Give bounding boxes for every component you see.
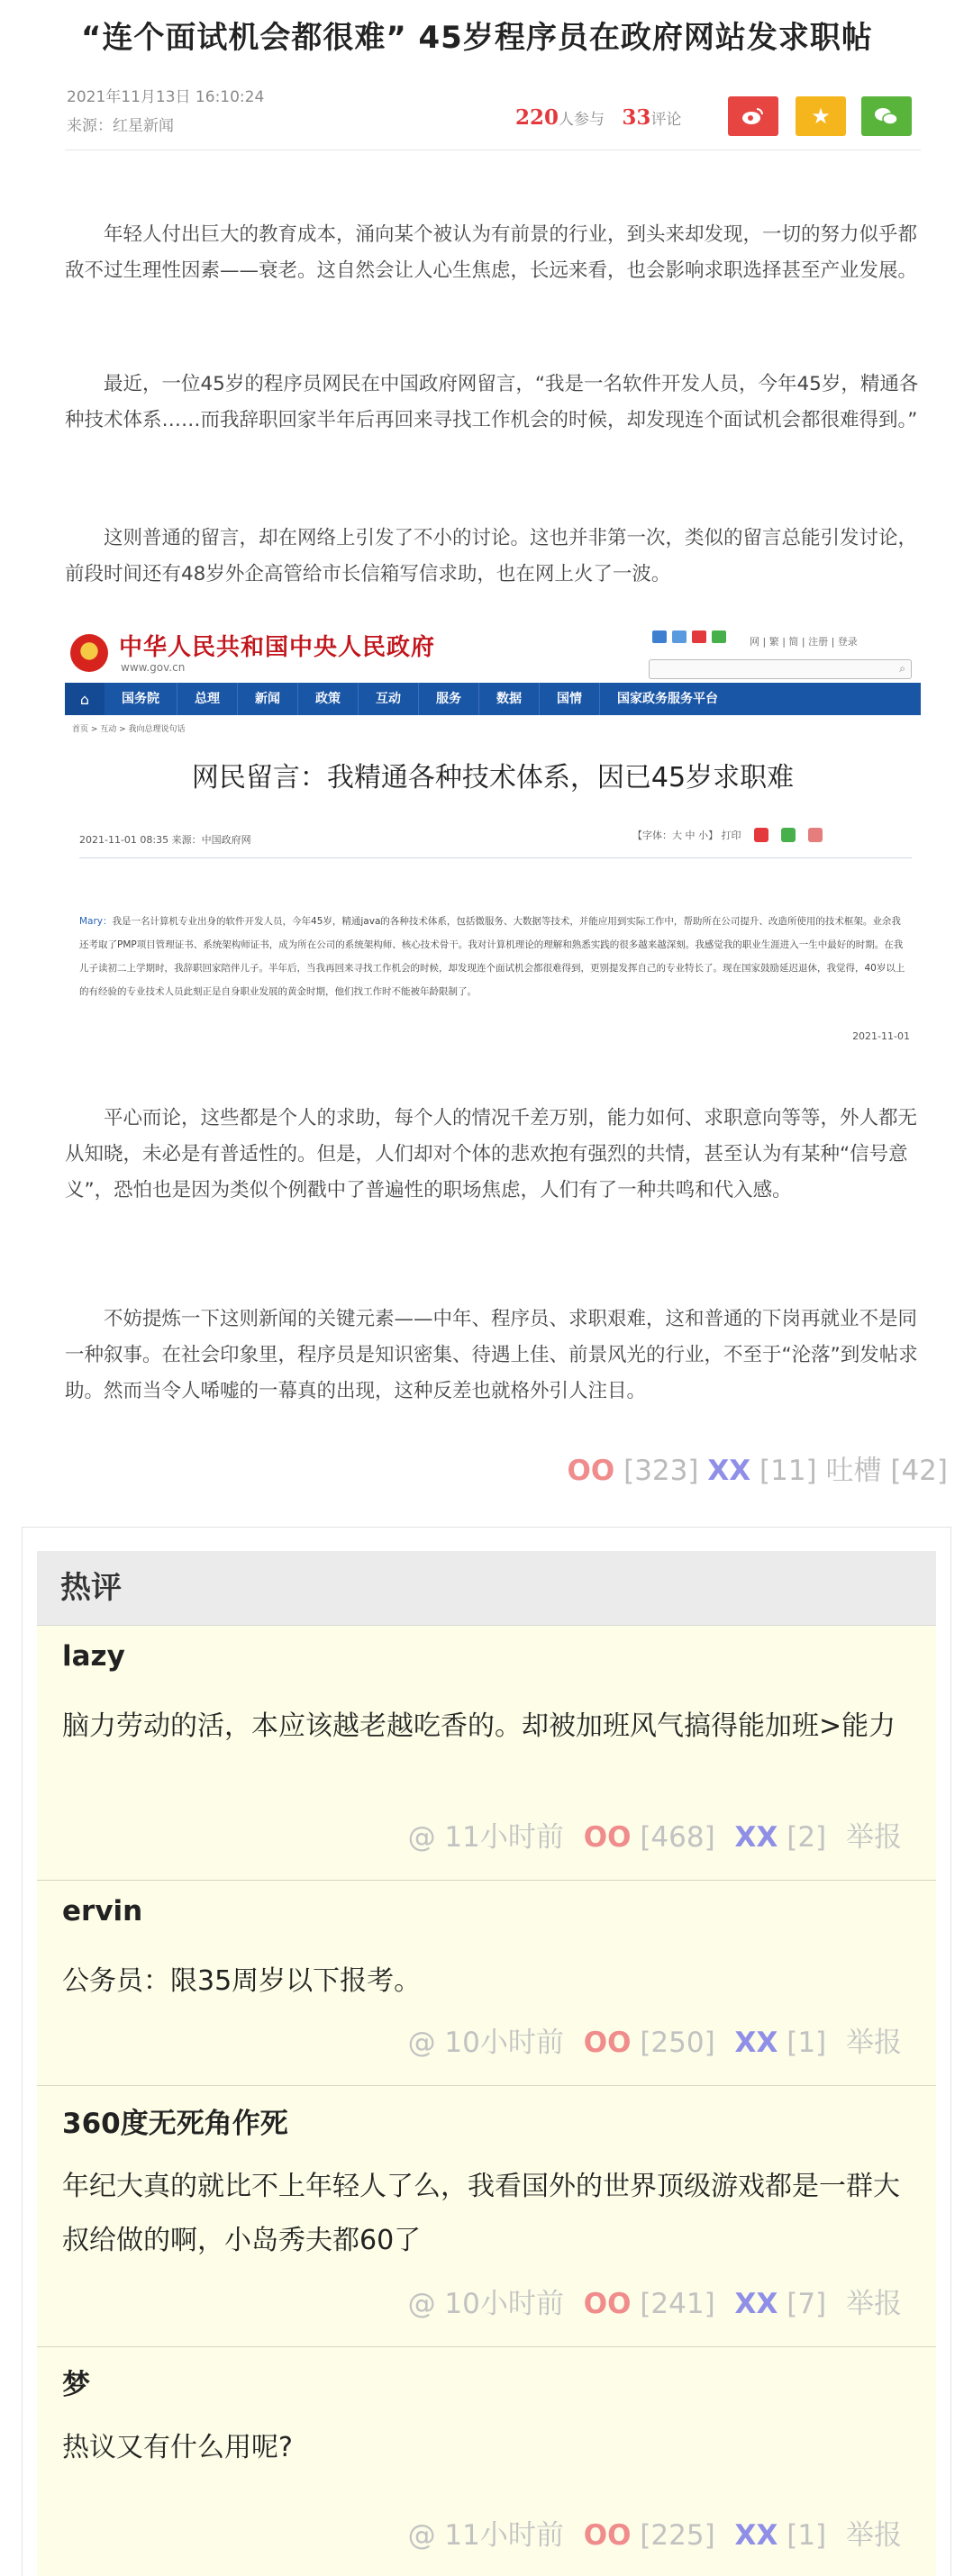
- xx-button[interactable]: XX: [734, 2519, 778, 2552]
- comment-author: ervin: [62, 1895, 143, 1927]
- gov-nav-item: 互动: [359, 683, 419, 715]
- xx-count: [1]: [787, 2519, 827, 2552]
- tucao-link[interactable]: 吐槽: [825, 1455, 882, 1487]
- wechat-icon: [874, 106, 899, 126]
- gov-message-user: Mary：: [79, 916, 113, 927]
- oo-count: [250]: [640, 2027, 715, 2059]
- gov-search-box: [649, 659, 912, 679]
- comment-item: [37, 2086, 936, 2347]
- comment-time: @ 11小时前: [407, 2519, 564, 2552]
- xx-button[interactable]: XX: [734, 1821, 778, 1854]
- oo-button[interactable]: OO: [567, 1455, 615, 1487]
- gov-nav-item: 总理: [177, 683, 238, 715]
- article-paragraph: 年轻人付出巨大的教育成本，涌向某个被认为有前景的行业，到头来却发现，一切的努力似乎都敌不过生理性因素——衰老。这自然会让人心生焦虑，长远来看，也会影响求职选择甚至产业发展。: [65, 222, 918, 282]
- gov-breadcrumb: 首页 > 互动 > 我向总理说句话: [72, 725, 186, 734]
- xx-count: [7]: [787, 2288, 827, 2320]
- gov-nav-item: 政策: [298, 683, 359, 715]
- gov-nav-item: 国情: [540, 683, 600, 715]
- comment-author: 360度无死角作死: [62, 2108, 288, 2140]
- phone-icon: [672, 630, 687, 643]
- gov-message-date: 2021-11-01: [852, 1030, 910, 1042]
- gov-message-body: [79, 910, 908, 1003]
- xx-count: [11]: [759, 1455, 817, 1487]
- weibo-icon: [741, 106, 765, 126]
- article-reactions: [0, 1447, 948, 1488]
- gov-meta: 2021-11-01 08:35 来源：中国政府网: [79, 834, 251, 846]
- hot-comments-title: 热评: [37, 1551, 936, 1626]
- comment-author: 梦: [62, 2369, 90, 2401]
- comments-label[interactable]: 评论: [650, 111, 682, 129]
- search-icon: ⌕: [899, 662, 905, 675]
- star-icon: ★: [811, 104, 831, 129]
- oo-button[interactable]: OO: [583, 1821, 632, 1854]
- participants-label: 人参与: [559, 111, 605, 129]
- report-link[interactable]: 举报: [846, 2288, 902, 2320]
- gov-tools-label: 【字体：大 中 小】 打印: [632, 830, 741, 841]
- gov-nav-item: 国家政务服务平台: [617, 692, 718, 706]
- oo-button[interactable]: OO: [583, 2519, 632, 2552]
- article-paragraph: 平心而论，这些都是个人的求助，每个人的情况千差万别，能力如何、求职意向等等，外人都无从知晓，未必是有普适性的。但是，人们却对个体的悲欢抱有强烈的共情，甚至认为有某种“信号意义”，恐怕也是因为类似个例戳中了普遍性的职场焦虑，人们有了一种共鸣和代入感。: [65, 1106, 918, 1202]
- comment-text: 热议又有什么用呢?: [62, 2432, 293, 2463]
- xx-count: [2]: [787, 1821, 827, 1854]
- comment-time: @ 11小时前: [407, 1821, 564, 1854]
- comment-footer: [408, 1814, 902, 1855]
- wechat-icon: [712, 630, 726, 643]
- gov-nav-bar: [65, 683, 921, 715]
- gov-nav-item: 服务: [419, 683, 479, 715]
- weibo-icon: [692, 630, 706, 643]
- oo-button[interactable]: OO: [583, 2288, 632, 2320]
- gov-nav-item: 国务院: [105, 683, 177, 715]
- comment-footer: [408, 2512, 902, 2553]
- gov-headline: 网民留言：我精通各种技术体系，因已45岁求职难: [191, 762, 795, 794]
- gov-site-title: 中华人民共和国中央人民政府: [119, 634, 436, 661]
- oo-count: [241]: [640, 2288, 715, 2320]
- tucao-count: [42]: [890, 1455, 948, 1487]
- wechat-icon: [781, 828, 796, 842]
- comment-text: 年纪大真的就比不上年轻人了么，我看国外的世界顶级游戏都是一群大叔给做的啊，小岛秀夫都60了: [62, 2171, 900, 2256]
- comment-time: @ 10小时前: [407, 2027, 564, 2059]
- hot-comments-panel: [22, 1527, 951, 2576]
- gov-domain: www.gov.cn: [121, 661, 186, 674]
- xx-button[interactable]: XX: [707, 1455, 751, 1487]
- comment-text: 公务员：限35周岁以下报考。: [62, 1965, 422, 1997]
- comment-item: [37, 1881, 936, 2086]
- article-paragraph: 最近，一位45岁的程序员网民在中国政府网留言，“我是一名软件开发人员，今年45岁，精通各种技术体系……而我辞职回家半年后再回来寻找工作机会的时候，却发现连个面试机会都很难得到。”: [65, 372, 919, 431]
- comment-footer: [408, 2281, 902, 2321]
- comment-time: @ 10小时前: [407, 2288, 564, 2320]
- report-link[interactable]: 举报: [846, 2519, 902, 2552]
- oo-count: [468]: [640, 1821, 715, 1854]
- favorite-button[interactable]: [796, 96, 846, 136]
- article-source: 来源：红星新闻: [67, 117, 174, 135]
- article-paragraph: 不妨提炼一下这则新闻的关键元素——中年、程序员、求职艰难，这和普通的下岗再就业不是同一种叙事。在社会印象里，程序员是知识密集、待遇上佳、前景风光的行业，不至于“沦落”到发帖求助。然而当令人唏嘘的一幕真的出现，这种反差也就格外引人注目。: [65, 1307, 918, 1402]
- comments-count: 33: [622, 105, 651, 130]
- comment-author: lazy: [62, 1640, 125, 1673]
- gov-nav-item: 数据: [479, 683, 540, 715]
- comment-text: 脑力劳动的活，本应该越老越吃香的。却被加班风气搞得能加班>能力: [62, 1710, 896, 1742]
- gov-social-icons: [652, 630, 726, 643]
- xx-button[interactable]: XX: [734, 2027, 778, 2059]
- comment-footer: [408, 2019, 902, 2060]
- article-paragraph: 这则普通的留言，却在网络上引发了不小的讨论。这也并非第一次，类似的留言总能引发讨论，前段时间还有48岁外企高管给市长信箱写信求助，也在网上火了一波。: [65, 526, 918, 585]
- mail-icon: [652, 630, 667, 643]
- article-counts: [515, 105, 681, 130]
- oo-button[interactable]: OO: [583, 2027, 632, 2059]
- gov-screenshot-image: [65, 621, 921, 1063]
- weibo-icon: [754, 828, 768, 842]
- divider: [79, 857, 912, 858]
- xx-button[interactable]: XX: [734, 2288, 778, 2320]
- comment-item: [37, 2347, 936, 2576]
- report-link[interactable]: 举报: [846, 2027, 902, 2059]
- gov-tools: [632, 828, 823, 842]
- share-icon: [808, 828, 823, 842]
- article-headline: “连个面试机会都很难” 45岁程序员在政府网站发求职帖: [81, 20, 873, 56]
- report-link[interactable]: 举报: [846, 1821, 902, 1854]
- home-icon: ⌂: [65, 683, 105, 715]
- national-emblem-icon: [70, 634, 108, 672]
- xx-count: [1]: [787, 2027, 827, 2059]
- gov-nav-item: 新闻: [238, 683, 298, 715]
- article-date: 2021年11月13日 16:10:24: [67, 88, 265, 106]
- participants-count: 220: [515, 105, 559, 130]
- gov-top-links: 网 | 繁 | 简 | 注册 | 登录: [750, 636, 858, 648]
- share-weibo-button[interactable]: [728, 96, 778, 136]
- gov-message-text: 我是一名计算机专业出身的软件开发人员，今年45岁，精通java的各种技术体系，包括微服务、大数据等技术，并能应用到实际工作中，帮助所在公司提升、改造所使用的技术框架。业余我还考取了PMP项目管理证书、系统架构师证书，成为所在公司的系统架构师、核心技术骨干。我对计算机理论的理解和熟悉实践的很多越来越深刻。我感觉我的职业生涯进入一生中最好的时期。在我儿子读初二上学期时，我辞职回家陪伴儿子。半年后，当我再回来寻找工作机会的时候，却发现连个面试机会都很难得到，更别提发挥自己的专业特长了。现在国家鼓励延迟退休，我觉得，40岁以上的有经验的专业技术人员此刻正是自身职业发展的黄金时期，他们找工作时不能被年龄限制了。: [79, 916, 905, 997]
- comment-item: [37, 1626, 936, 1881]
- share-wechat-button[interactable]: [861, 96, 912, 136]
- oo-count: [225]: [640, 2519, 715, 2552]
- oo-count: [323]: [623, 1455, 699, 1487]
